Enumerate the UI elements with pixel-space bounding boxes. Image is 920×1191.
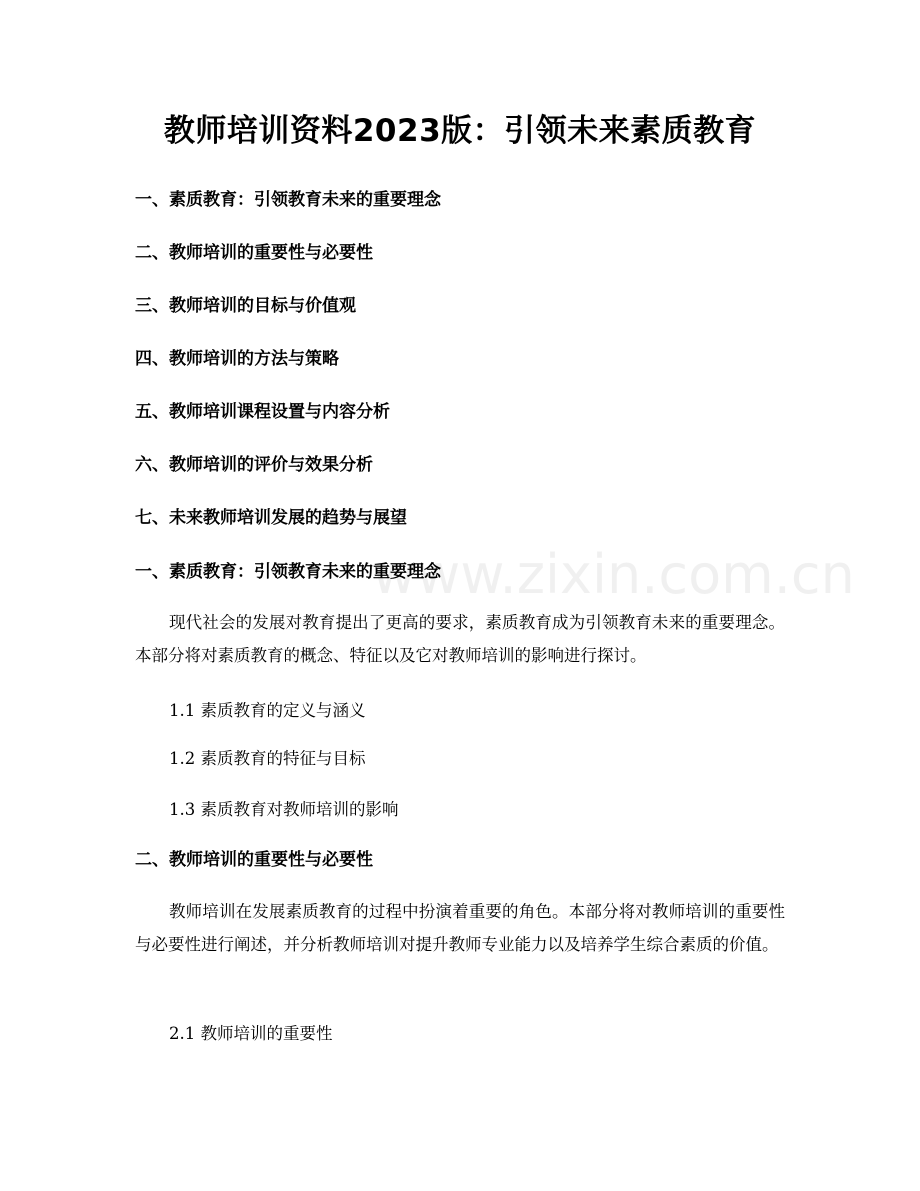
toc-item-1: 一、素质教育：引领教育未来的重要理念 — [135, 190, 441, 210]
toc-item-7: 七、未来教师培训发展的趋势与展望 — [135, 508, 407, 528]
toc-item-6: 六、教师培训的评价与效果分析 — [135, 455, 373, 475]
section-heading-2: 二、教师培训的重要性与必要性 — [135, 850, 373, 870]
subsection-1-2: 1.2 素质教育的特征与目标 — [169, 749, 366, 768]
subsection-2-1: 2.1 教师培训的重要性 — [169, 1024, 333, 1043]
toc-item-4: 四、教师培训的方法与策略 — [135, 349, 339, 369]
section-paragraph-1: 现代社会的发展对教育提出了更高的要求，素质教育成为引领教育未来的重要理念。本部分将对素质教育的概念、特征以及它对教师培训的影响进行探讨。 — [135, 613, 785, 665]
watermark: www.zixin.com.cn — [372, 543, 855, 606]
subsection-1-1: 1.1 素质教育的定义与涵义 — [169, 701, 366, 720]
document-title: 教师培训资料2023版：引领未来素质教育 — [163, 113, 757, 149]
section-heading-1: 一、素质教育：引领教育未来的重要理念 — [135, 562, 441, 582]
toc-item-5: 五、教师培训课程设置与内容分析 — [135, 402, 390, 422]
toc-item-2: 二、教师培训的重要性与必要性 — [135, 243, 373, 263]
subsection-1-3: 1.3 素质教育对教师培训的影响 — [169, 800, 399, 819]
toc-item-3: 三、教师培训的目标与价值观 — [135, 296, 356, 316]
section-paragraph-2: 教师培训在发展素质教育的过程中扮演着重要的角色。本部分将对教师培训的重要性与必要性进行阐述，并分析教师培训对提升教师专业能力以及培养学生综合素质的价值。 — [135, 902, 785, 954]
